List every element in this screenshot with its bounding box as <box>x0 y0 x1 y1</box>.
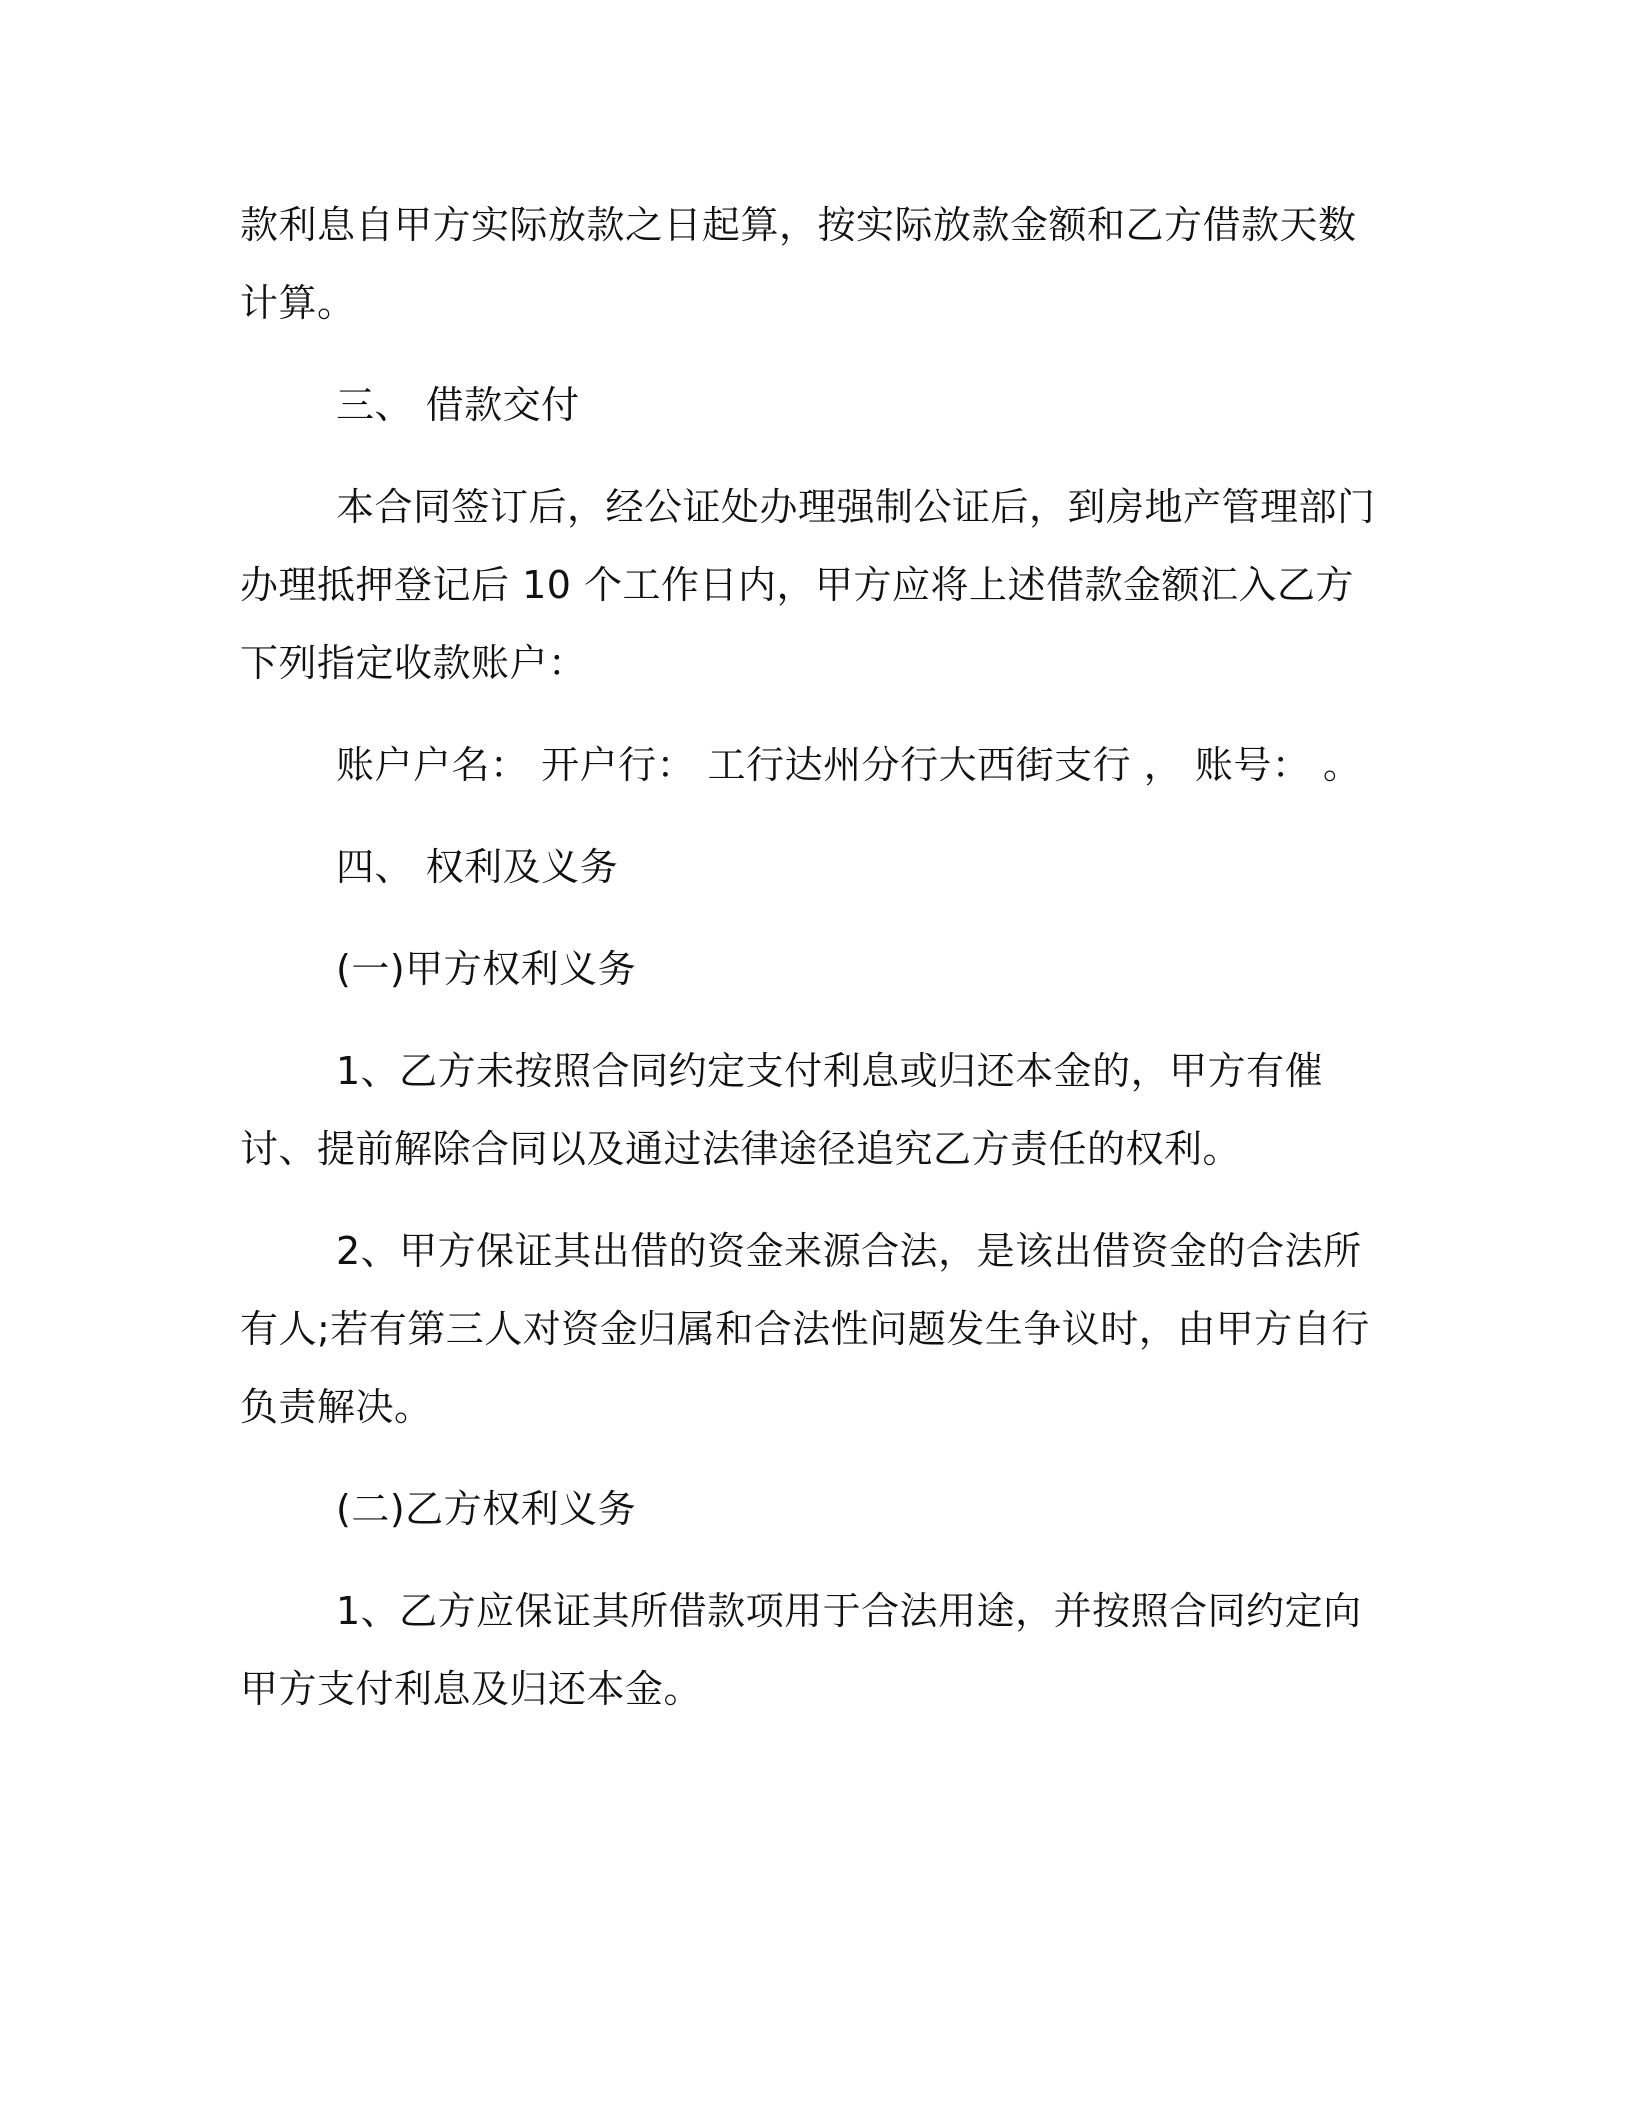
paragraph-account-info: 账户户名： 开户行： 工行达州分行大西街支行 ， 账号： 。 <box>336 743 1362 787</box>
subsection-heading-party-b: (二)乙方权利义务 <box>336 1487 637 1531</box>
paragraph-party-b-item-1: 1、乙方应保证其所借款项用于合法用途，并按照合同约定向甲方支付利息及归还本金。 <box>240 1589 1362 1711</box>
paragraph-interest-calculation: 款利息自甲方实际放款之日起算，按实际放款金额和乙方借款天数计算。 <box>240 203 1357 325</box>
paragraph-delivery-terms: 本合同签订后，经公证处办理强制公证后，到房地产管理部门办理抵押登记后 10 个工作日内，甲方应将上述借款金额汇入乙方下列指定收款账户： <box>240 485 1376 685</box>
paragraph-party-a-item-1: 1、乙方未按照合同约定支付利息或归还本金的，甲方有催讨、提前解除合同以及通过法律途径追究乙方责任的权利。 <box>240 1049 1324 1171</box>
document-body <box>240 186 1380 1728</box>
paragraph-party-a-item-2: 2、甲方保证其出借的资金来源合法，是该出借资金的合法所有人;若有第三人对资金归属和合法性问题发生争议时，由甲方自行负责解决。 <box>240 1229 1370 1429</box>
section-heading-loan-delivery: 三、 借款交付 <box>336 383 580 427</box>
section-heading-rights-obligations: 四、 权利及义务 <box>336 845 619 889</box>
subsection-heading-party-a: (一)甲方权利义务 <box>336 947 637 991</box>
